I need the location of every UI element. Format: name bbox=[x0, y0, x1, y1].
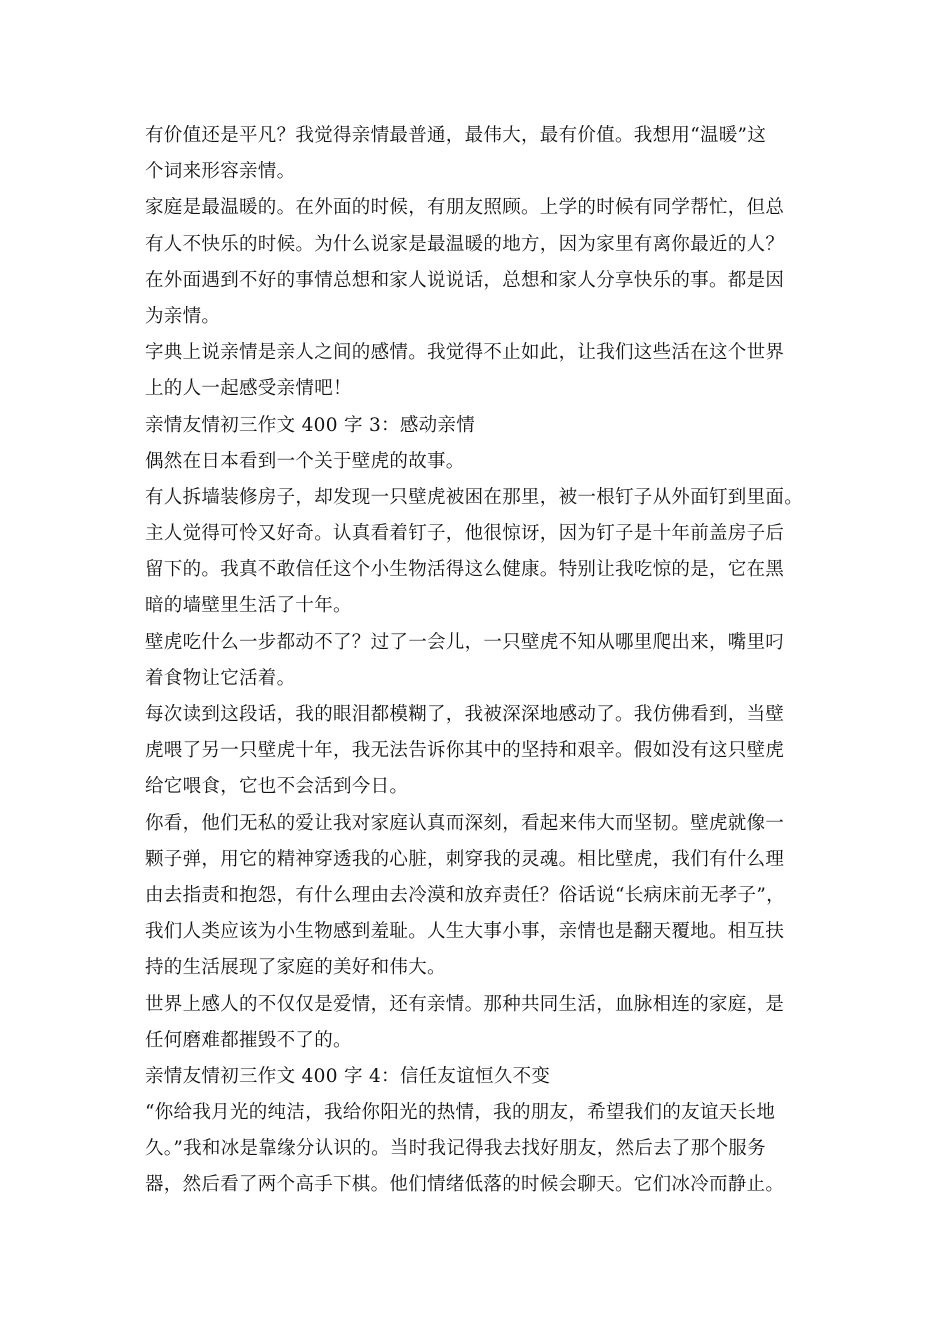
text-line: 暗的墙壁里生活了十年。 bbox=[145, 595, 352, 617]
text-line: 给它喂食，它也不会活到今日。 bbox=[145, 776, 409, 798]
text-line: 久。”我和冰是靠缘分认识的。当时我记得我去找好朋友，然后去了那个服务 bbox=[145, 1138, 766, 1160]
text-line: 主人觉得可怜又好奇。认真看着钉子，他很惊讶，因为钉子是十年前盖房子后 bbox=[145, 523, 785, 545]
text-line: 有人拆墙装修房子，却发现一只壁虎被困在那里，被一根钉子从外面钉到里面。 bbox=[145, 486, 804, 508]
text-line: 偶然在日本看到一个关于壁虎的故事。 bbox=[145, 450, 465, 472]
text-line: 壁虎吃什么一步都动不了？过了一会儿，一只壁虎不知从哪里爬出来，嘴里叼 bbox=[145, 631, 785, 653]
text-line: 虎喂了另一只壁虎十年，我无法告诉你其中的坚持和艰辛。假如没有这只壁虎 bbox=[145, 740, 785, 762]
text-line: 字典上说亲情是亲人之间的感情。我觉得不止如此，让我们这些活在这个世界 bbox=[145, 342, 785, 364]
text-line: 有人不快乐的时候。为什么说家是最温暖的地方，因为家里有离你最近的人？ bbox=[145, 233, 785, 255]
text-line: 颗子弹，用它的精神穿透我的心脏，刺穿我的灵魂。相比壁虎，我们有什么理 bbox=[145, 848, 785, 870]
text-line: 在外面遇到不好的事情总想和家人说说话，总想和家人分享快乐的事。都是因 bbox=[145, 269, 785, 291]
text-line: 器，然后看了两个高手下棋。他们情绪低落的时候会聊天。它们冰冷而静止。 bbox=[145, 1174, 785, 1196]
section-heading: 亲情友情初三作文 400 字 4：信任友谊恒久不变 bbox=[145, 1065, 551, 1087]
text-line: 着食物让它活着。 bbox=[145, 667, 296, 689]
text-line: 个词来形容亲情。 bbox=[145, 161, 296, 183]
section-heading: 亲情友情初三作文 400 字 3：感动亲情 bbox=[145, 414, 476, 436]
text-line: 我们人类应该为小生物感到羞耻。人生大事小事，亲情也是翻天覆地。相互扶 bbox=[145, 921, 785, 943]
text-line: 留下的。我真不敢信任这个小生物活得这么健康。特别让我吃惊的是，它在黑 bbox=[145, 559, 785, 581]
text-line: 任何磨难都摧毁不了的。 bbox=[145, 1029, 352, 1051]
text-line: 家庭是最温暖的。在外面的时候，有朋友照顾。上学的时候有同学帮忙，但总 bbox=[145, 197, 785, 219]
text-line: “你给我月光的纯洁，我给你阳光的热情，我的朋友，希望我们的友谊天长地 bbox=[145, 1102, 776, 1124]
text-line: 上的人一起感受亲情吧！ bbox=[145, 378, 352, 400]
text-line: 有价值还是平凡？我觉得亲情最普通，最伟大，最有价值。我想用“温暖”这 bbox=[145, 125, 767, 146]
text-line: 世界上感人的不仅仅是爱情，还有亲情。那种共同生活，血脉相连的家庭，是 bbox=[145, 993, 785, 1015]
text-line: 持的生活展现了家庭的美好和伟大。 bbox=[145, 957, 446, 979]
text-line: 每次读到这段话，我的眼泪都模糊了，我被深深地感动了。我仿佛看到，当壁 bbox=[145, 704, 785, 725]
text-line: 由去指责和抱怨，有什么理由去冷漠和放弃责任？俗话说“长病床前无孝子”， bbox=[145, 884, 785, 906]
document-body bbox=[145, 118, 810, 1204]
text-line: 为亲情。 bbox=[145, 305, 221, 327]
text-line: 你看，他们无私的爱让我对家庭认真而深刻，看起来伟大而坚韧。壁虎就像一 bbox=[145, 812, 785, 834]
